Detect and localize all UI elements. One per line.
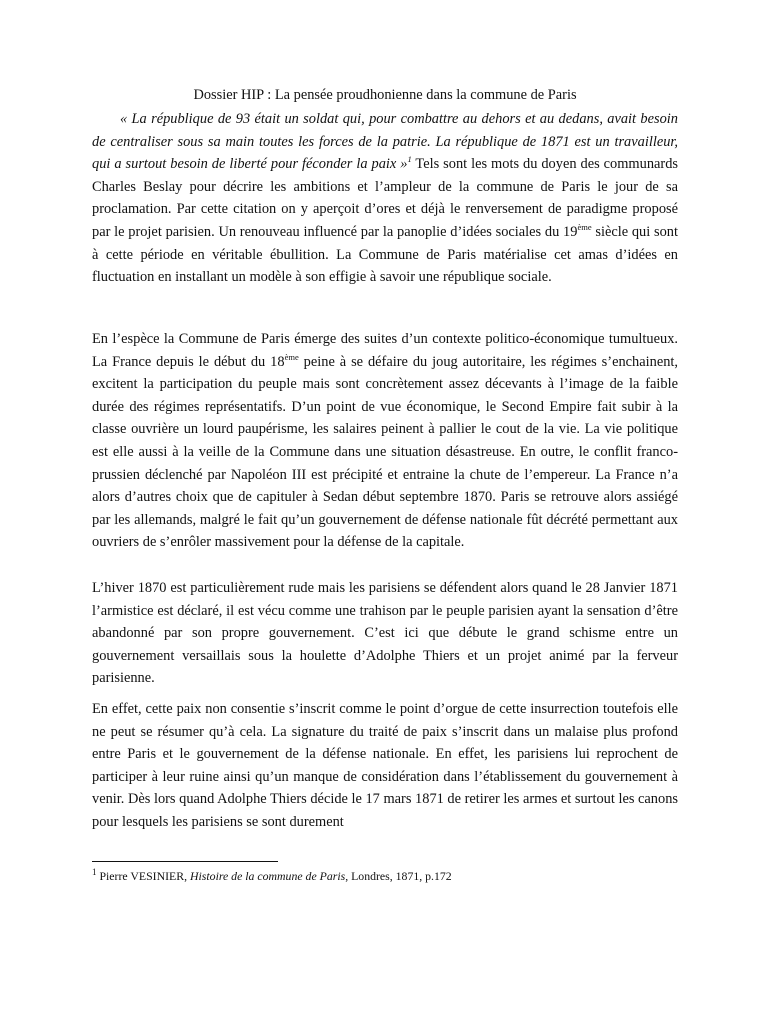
- paragraph-1-text-a: Tels sont les mots du doyen des communards Charles Beslay pour décrire les ambitions et l’ampleur de la commune de Paris le jour de sa proclamation. Par cette citation on y aperçoit d’ores et déjà le renversement de paradigme proposé par le projet parisien. Un renouveau influencé par la panoplie d’idées sociales du 19: [92, 156, 678, 240]
- footnote-reference[interactable]: 1: [407, 154, 412, 165]
- paragraph-3: L’hiver 1870 est particulièrement rude mais les parisiens se défendent alors quand le 28 Janvier 1871 l’armistice est déclaré, il est vécu comme une trahison par le peuple parisien ayant la sensation d’être abandonné par son propre gouvernement. C’est ici que débute le grand schisme entre un gouvernement versaillais sous la houlette d’Adolphe Thiers et un projet animé par la ferveur parisienne.: [92, 580, 678, 687]
- footnote-work-title: Histoire de la commune de Paris: [190, 869, 346, 883]
- document-title: Dossier HIP : La pensée proudhonienne dans la commune de Paris: [193, 87, 577, 103]
- century-superscript: ème: [577, 222, 592, 233]
- paragraph-2-text-b: peine à se défaire du joug autoritaire, les régimes s’enchainent, excitent la participation du peuple mais sont concrètement assez décevants à l’image de la faible durée des régimes représentatifs. D’un point de vue économique, le Second Empire fait subir à la classe ouvrière un lourd paupérisme, les salaires peinent à pallier le cout de la vie. La vie politique est elle aussi à la veille de la Commune dans une situation désastreuse. En outre, le conflit franco-prussien déclenché par Napoléon III est précipité et entraine la chute de l’empereur. La France n’a alors d’autres choix que de capituler à Sedan début septembre 1870. Paris se retrouve alors assiégé par les allemands, malgré le fait qu’un gouvernement de défense nationale fût décrété permettant aux ouvriers de s’enrôler massivement pour la défense de la capitale.: [92, 353, 678, 551]
- opening-quote: « La république de 93 était un soldat qui, pour combattre au dehors et au dedans, avait besoin de centraliser sous sa main toutes les forces de la patrie. La république de 1871 est un travailleur, qui a surtout besoin de liberté pour féconder la paix »: [92, 111, 678, 173]
- footnote-number: 1: [92, 867, 97, 878]
- footnote-author: Pierre VESINIER,: [96, 869, 190, 883]
- century-superscript: ème: [284, 351, 299, 362]
- footnote-separator: [92, 861, 278, 862]
- paragraph-2-text-a: En l’espèce la Commune de Paris émerge des suites d’un contexte politico-économique tumultueux. La France depuis le début du 18: [92, 331, 678, 370]
- paragraph-1-text-b: siècle qui sont à cette période en véritable ébullition. La Commune de Paris matérialise cet amas d’idées en fluctuation en installant un modèle à son effigie à savoir une république sociale.: [92, 223, 678, 286]
- footnote-details: , Londres, 1871, p.172: [345, 869, 452, 883]
- paragraph-1: [92, 108, 678, 289]
- paragraph-4: En effet, cette paix non consentie s’inscrit comme le point d’orgue de cette insurrection toutefois elle ne peut se résumer qu’à cela. La signature du traité de paix s’inscrit dans un malaise plus profond entre Paris et le gouvernement de la défense nationale. En effet, les parisiens lui reprochent de participer à leur ruine ainsi qu’un manque de considération dans l’établissement du gouvernement à venir. Dès lors quand Adolphe Thiers décide le 17 mars 1871 de retirer les armes et surtout les canons pour lesquels les parisiens se sont durement: [92, 701, 678, 830]
- paragraph-2: [92, 328, 678, 554]
- footnote: [92, 868, 678, 884]
